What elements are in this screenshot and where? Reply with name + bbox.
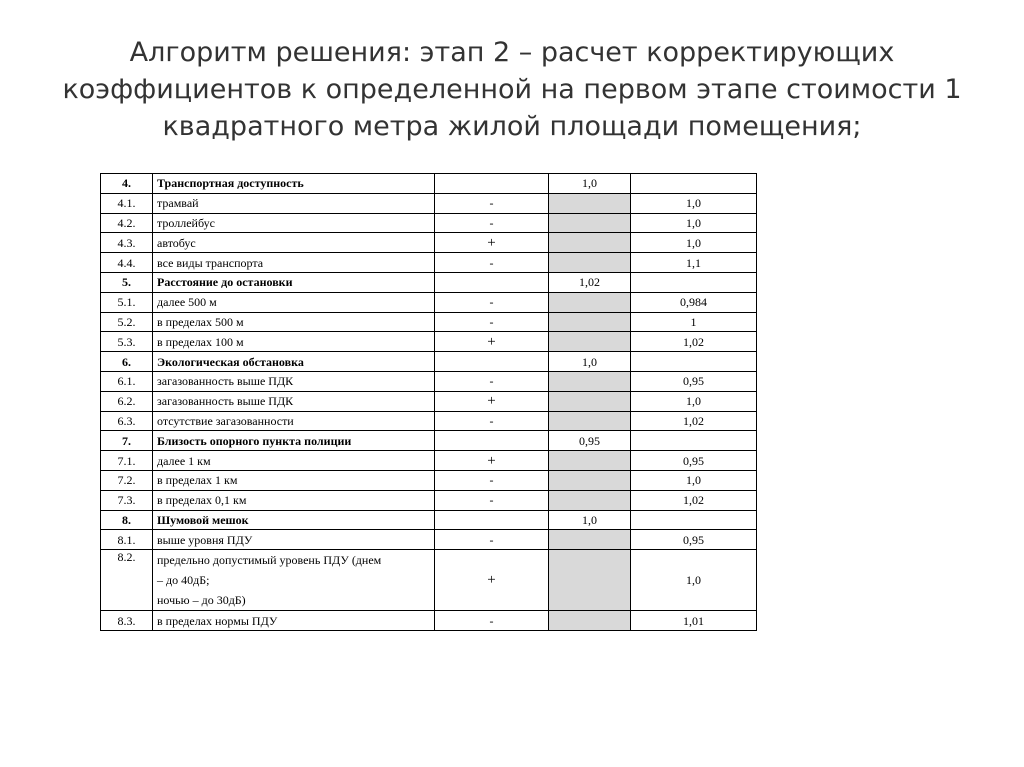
row-number: 4.3. [101,233,153,253]
coefficient-value: 0,95 [631,530,757,550]
presence-sign: + [435,451,549,471]
title-line-3: квадратного метра жилой площади помещения; [162,111,862,142]
shaded-cell [549,371,631,391]
coefficient-value: 0,95 [631,451,757,471]
table-row [101,391,757,411]
row-number: 8.3. [101,611,153,631]
presence-sign: - [435,193,549,213]
coefficient-value: 1,02 [631,490,757,510]
presence-sign [435,510,549,530]
group-coefficient: 1,02 [549,272,631,292]
row-number: 5. [101,272,153,292]
presence-sign: - [435,611,549,631]
shaded-cell [549,213,631,233]
row-number: 8.1. [101,530,153,550]
criterion-label: в пределах нормы ПДУ [153,611,435,631]
criterion-label: трамвай [153,193,435,213]
presence-sign: + [435,233,549,253]
coefficient-value: 0,95 [631,371,757,391]
shaded-cell [549,332,631,352]
coefficients-table-body [101,174,757,631]
table-row [101,530,757,550]
row-number: 8.2. [101,550,153,611]
shaded-cell [549,312,631,332]
criterion-label: далее 500 м [153,292,435,312]
table-group-row [101,510,757,530]
presence-sign: + [435,550,549,611]
row-number: 7.1. [101,451,153,471]
criterion-label: загазованность выше ПДК [153,371,435,391]
coefficient-value: 1,1 [631,253,757,273]
criterion-label: троллейбус [153,213,435,233]
presence-sign [435,272,549,292]
table-row [101,332,757,352]
table-row [101,611,757,631]
row-number: 4. [101,174,153,194]
row-number: 5.1. [101,292,153,312]
row-number: 4.4. [101,253,153,273]
row-number: 7.2. [101,470,153,490]
criterion-label: загазованность выше ПДК [153,391,435,411]
row-number: 5.3. [101,332,153,352]
table-group-row [101,431,757,451]
coefficients-table [100,173,757,631]
coefficient-value [631,431,757,451]
shaded-cell [549,550,631,611]
row-number: 5.2. [101,312,153,332]
category-title: Экологическая обстановка [153,352,435,372]
criterion-label-line: – до 40дБ; [157,573,210,588]
row-number: 6. [101,352,153,372]
presence-sign: - [435,411,549,431]
shaded-cell [549,611,631,631]
criterion-label: выше уровня ПДУ [153,530,435,550]
shaded-cell [549,292,631,312]
row-number: 7.3. [101,490,153,510]
criterion-label: в пределах 100 м [153,332,435,352]
table-row [101,213,757,233]
shaded-cell [549,253,631,273]
row-number: 6.1. [101,371,153,391]
row-number: 6.3. [101,411,153,431]
category-title: Шумовой мешок [153,510,435,530]
coefficient-value: 1,01 [631,611,757,631]
shaded-cell [549,530,631,550]
criterion-label: далее 1 км [153,451,435,471]
presence-sign [435,174,549,194]
row-number: 4.2. [101,213,153,233]
presence-sign [435,431,549,451]
table-row [101,451,757,471]
group-coefficient: 1,0 [549,352,631,372]
criterion-label: в пределах 500 м [153,312,435,332]
group-coefficient: 0,95 [549,431,631,451]
table-row [101,470,757,490]
category-title: Транспортная доступность [153,174,435,194]
criterion-label: в пределах 0,1 км [153,490,435,510]
coefficient-value: 1,0 [631,391,757,411]
criterion-label: автобус [153,233,435,253]
criterion-label: отсутствие загазованности [153,411,435,431]
coefficient-value [631,174,757,194]
presence-sign: - [435,292,549,312]
coefficient-value: 1 [631,312,757,332]
shaded-cell [549,193,631,213]
row-number: 8. [101,510,153,530]
coefficient-value [631,272,757,292]
presence-sign: + [435,332,549,352]
table-row [101,193,757,213]
row-number: 4.1. [101,193,153,213]
table-group-row [101,174,757,194]
slide-title [40,34,984,145]
coefficient-value [631,510,757,530]
presence-sign: + [435,391,549,411]
presence-sign: - [435,312,549,332]
criterion-label-line: ночью – до 30дБ) [157,593,246,608]
presence-sign [435,352,549,372]
coefficient-value: 1,02 [631,332,757,352]
coefficient-value: 1,0 [631,233,757,253]
table-group-row [101,352,757,372]
table-row [101,550,757,611]
criterion-label: все виды транспорта [153,253,435,273]
shaded-cell [549,451,631,471]
table-group-row [101,272,757,292]
shaded-cell [549,391,631,411]
category-title: Расстояние до остановки [153,272,435,292]
coefficient-value: 1,02 [631,411,757,431]
presence-sign: - [435,213,549,233]
table-row [101,233,757,253]
shaded-cell [549,470,631,490]
presence-sign: - [435,371,549,391]
table-row [101,490,757,510]
shaded-cell [549,233,631,253]
criterion-label: в пределах 1 км [153,470,435,490]
criterion-label-line: предельно допустимый уровень ПДУ (днем [157,553,382,568]
table-row [101,312,757,332]
coefficient-value: 1,0 [631,550,757,611]
coefficient-value [631,352,757,372]
presence-sign: - [435,530,549,550]
row-number: 6.2. [101,391,153,411]
coefficient-value: 1,0 [631,213,757,233]
table-row [101,292,757,312]
table-row [101,411,757,431]
title-line-2: коэффициентов к определенной на первом этапе стоимости 1 [62,74,962,105]
shaded-cell [549,490,631,510]
presence-sign: - [435,253,549,273]
coefficient-value: 1,0 [631,193,757,213]
table-row [101,253,757,273]
presence-sign: - [435,490,549,510]
shaded-cell [549,411,631,431]
group-coefficient: 1,0 [549,510,631,530]
table-row [101,371,757,391]
coefficient-value: 1,0 [631,470,757,490]
group-coefficient: 1,0 [549,174,631,194]
criterion-label [153,550,435,611]
row-number: 7. [101,431,153,451]
category-title: Близость опорного пункта полиции [153,431,435,451]
presence-sign: - [435,470,549,490]
coefficient-value: 0,984 [631,292,757,312]
title-line-1: Алгоритм решения: этап 2 – расчет корректирующих [129,37,895,68]
